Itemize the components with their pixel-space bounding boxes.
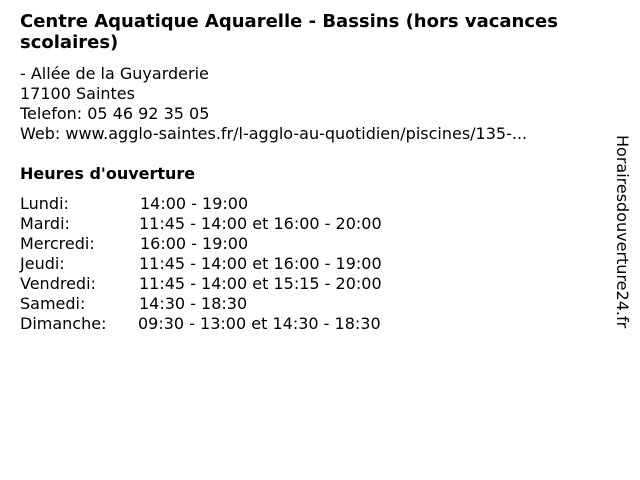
hours-time: 14:30 - 18:30	[139, 294, 248, 313]
hours-time: 11:45 - 14:00 et 16:00 - 20:00	[139, 214, 382, 233]
hours-day: Samedi:	[20, 294, 86, 313]
hours-day: Lundi:	[20, 194, 69, 213]
hours-time: 11:45 - 14:00 et 15:15 - 20:00	[139, 274, 382, 293]
phone-line[interactable]: Telefon: 05 46 92 35 05	[20, 104, 210, 123]
hours-time: 09:30 - 13:00 et 14:30 - 18:30	[138, 314, 381, 333]
page-title: Centre Aquatique Aquarelle - Bassins (hors vacances scolaires)	[20, 11, 558, 53]
hours-day: Dimanche:	[20, 314, 107, 333]
site-watermark: Horairesdouverture24.fr	[613, 135, 632, 329]
hours-day: Mercredi:	[20, 234, 95, 253]
hours-time: 16:00 - 19:00	[140, 234, 249, 253]
street-line: - Allée de la Guyarderie	[20, 64, 209, 83]
hours-day: Jeudi:	[20, 254, 65, 273]
hours-day: Mardi:	[20, 214, 70, 233]
address-block	[20, 64, 527, 144]
web-line[interactable]: Web: www.agglo-saintes.fr/l-agglo-au-quotidien/piscines/135-...	[20, 124, 528, 143]
city-line: 17100 Saintes	[20, 84, 135, 103]
hours-time: 14:00 - 19:00	[140, 194, 249, 213]
hours-heading: Heures d'ouverture	[20, 164, 196, 183]
hours-time: 11:45 - 14:00 et 16:00 - 19:00	[139, 254, 382, 273]
hours-day: Vendredi:	[20, 274, 96, 293]
